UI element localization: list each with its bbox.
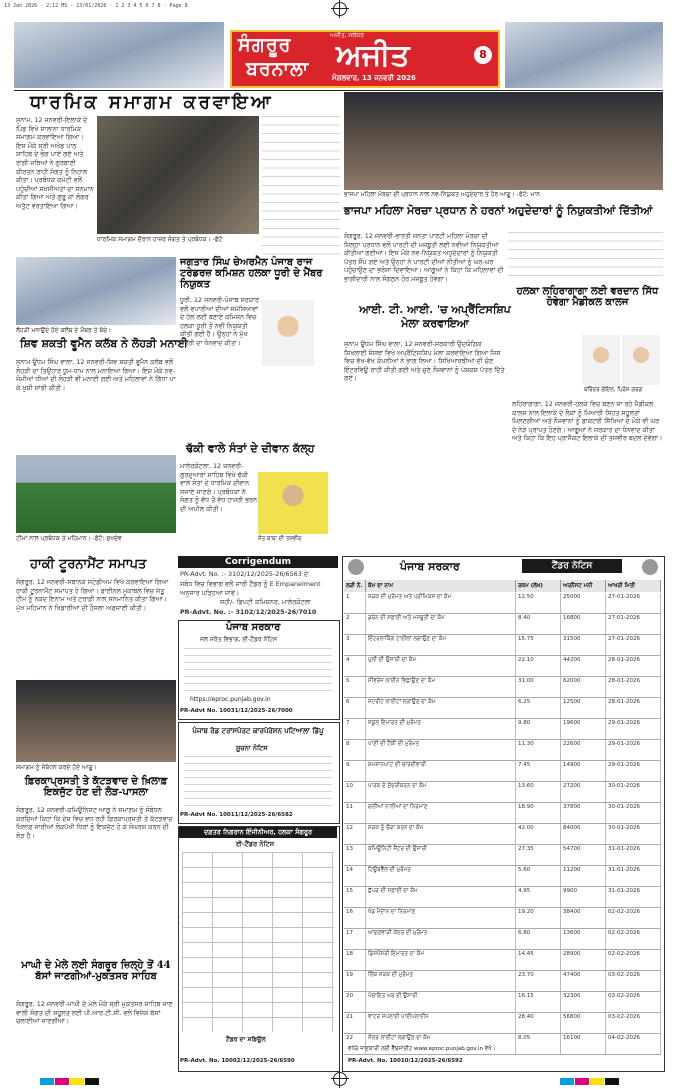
- tender-cell: ਸੜਕ ਦੀ ਮੁਰੰਮਤ ਅਤੇ ਪ੍ਰੀਮਿਕਸ ਦਾ ਕੰਮ: [366, 593, 516, 613]
- tender-cell: ਖੇਡ ਮੈਦਾਨ ਦਾ ਨਿਰਮਾਣ: [366, 908, 516, 928]
- tender-cell: ਆਂਗਣਵਾੜੀ ਕੇਂਦਰ ਦੀ ਮੁਰੰਮਤ: [366, 929, 516, 949]
- tender-cell: 54700: [561, 845, 606, 865]
- color-bar-right: [560, 1078, 619, 1085]
- tender-cell: ਸਕੂਲ ਇਮਾਰਤ ਦੀ ਮੁਰੰਮਤ: [366, 719, 516, 739]
- corrigendum-line1: PR-Advt. No. :- 3102/12/2025-26/6563 ਦੇ: [180, 570, 309, 578]
- body-lehra: ਲਹਿਰਾਗਾਗਾ, 12 ਜਨਵਰੀ-ਹਲਕੇ ਵਿਚ ਬਣਨ ਜਾ ਰਹੇ ਮੈਡੀਕਲ ਕਾਲਜ ਨਾਲ ਇਲਾਕੇ ਦੇ ਲੋਕਾਂ ਨੂੰ ਮਿਆਰੀ ਸਿਹਤ ਸਹੂਲਤਾਂ ਮਿਲਣਗੀਆਂ ਅਤੇ ਨੌਜਵਾਨਾਂ ਨੂੰ ਡਾਕਟਰੀ ਸਿੱਖਿਆ ਦੇ ਮੌਕੇ ਵੀ ਘਰ ਦੇ ਨੇੜੇ ਪ੍ਰਾਪਤ ਹੋਣਗੇ। ਆਗੂਆਂ ਨੇ ਸਰਕਾਰ ਦਾ ਧੰਨਵਾਦ ਕੀਤਾ ਅਤੇ ਕਿਹਾ ਕਿ ਇਹ ਪ੍ਰਾਜੈਕਟ ਇਲਾਕੇ ਦੀ ਤਸਵੀਰ ਬਦਲ ਦੇਵੇਗਾ।: [512, 400, 663, 443]
- photo-lehra-1: [582, 335, 620, 385]
- tender-cell: 02-02-2026: [606, 929, 661, 949]
- tender-cell: 03-02-2026: [606, 971, 661, 991]
- tender-cell: 19: [344, 971, 366, 991]
- tender-cell: 22600: [561, 740, 606, 760]
- tender-cell: 31500: [561, 635, 606, 655]
- tender-cell: 27.35: [516, 845, 561, 865]
- tender-left-title: ਪੰਜਾਬ ਸਰਕਾਰ: [226, 622, 281, 633]
- corrigendum-title: Corrigendum: [178, 556, 338, 568]
- tender-cell: 62000: [561, 677, 606, 697]
- tender-cell: 15.75: [516, 635, 561, 655]
- tender-cell: ਪਾਣੀ ਦੀ ਟੈਂਕੀ ਦੀ ਮੁਰੰਮਤ: [366, 740, 516, 760]
- tender-cell: 5.60: [516, 866, 561, 886]
- body-dharmik-col2: [262, 116, 340, 256]
- headline-hockey: ਹਾਕੀ ਟੂਰਨਾਮੈਂਟ ਸਮਾਪਤ: [30, 557, 147, 572]
- tender-cell: ਸ਼ਮਸ਼ਾਨਘਾਟ ਦੀ ਚਾਰਦੀਵਾਰੀ: [366, 761, 516, 781]
- caption-lehra: ਬਰਿੰਦਰ ਗੋਇਲ, ਪ੍ਰਿੰਸ ਗਰਗ: [584, 387, 643, 393]
- tender-cell: 3: [344, 635, 366, 655]
- tender-row: [344, 740, 661, 761]
- tender-row: [344, 845, 661, 866]
- tender-cell: 9: [344, 761, 366, 781]
- tender-cell: ਸਟਰੀਟ ਲਾਈਟਾਂ ਲਗਾਉਣ ਦਾ ਕੰਮ: [366, 698, 516, 718]
- photo-firka: [16, 680, 176, 762]
- tender-left-ref: PR-Advt No. 10031/12/2025-26/7000: [180, 708, 293, 714]
- tender-cell: 12: [344, 824, 366, 844]
- masthead-date: ਮੰਗਲਵਾਰ, 13 ਜਨਵਰੀ 2026: [332, 74, 416, 82]
- tender-cell: 04-02-2026: [606, 1034, 661, 1054]
- tender-row: [344, 761, 661, 782]
- tender-cell: 28900: [561, 950, 606, 970]
- tender-header-cell: ਕੰਮ ਦਾ ਨਾਮ: [366, 580, 516, 592]
- tender-cell: 19600: [561, 719, 606, 739]
- photo-bjp: [344, 92, 663, 190]
- tender-cell: 16800: [561, 614, 606, 634]
- tender-left-website: https://eproc.punjab.gov.in: [190, 696, 271, 703]
- tender-cell: 22: [344, 1034, 366, 1054]
- tender-cell: 7: [344, 719, 366, 739]
- print-line: 13 Jan 2026 · 2:12 MS · 13/01/2026 · 1 2 3 4 5 6 7 8 · Page 8: [4, 3, 188, 9]
- tender-header-cell: ਅਰਨੈਸਟ ਮਨੀ: [561, 580, 606, 592]
- tender-cell: 6.25: [516, 698, 561, 718]
- tender-cell: 56800: [561, 1013, 606, 1033]
- corrigendum-line2: ਸਬੰਧ ਵਿਚ ਵਿਭਾਗ ਵਲੋਂ ਜਾਰੀ ਟੈਂਡਰ ਨੂੰ E Empanelment ਅਨੁਸਾਰ ਪੜ੍ਹਿਆ ਜਾਵੇ।: [180, 580, 321, 597]
- tender-cell: 5: [344, 677, 366, 697]
- notice-mid-text: [184, 756, 332, 810]
- tender-cell: ਸੜਕ ਨੂੰ ਚੌੜਾ ਕਰਨ ਦਾ ਕੰਮ: [366, 824, 516, 844]
- headline-dharmik: ਧਾਰਮਿਕ ਸਮਾਗਮ ਕਰਵਾਇਆ: [30, 92, 274, 113]
- tender-cell: 31.00: [516, 677, 561, 697]
- tender-cell: 03-02-2026: [606, 992, 661, 1012]
- masthead-tag: ਅਜੀਤ, ਜਲੰਧਰ: [330, 32, 365, 39]
- tender-cell: 21: [344, 1013, 366, 1033]
- tender-cell: 11200: [561, 866, 606, 886]
- tender-main-badge: ਟੈਂਡਰ ਨੋਟਿਸ: [522, 559, 622, 573]
- tender-cell: 03-02-2026: [606, 1013, 661, 1033]
- tender-cell: 29-01-2026: [606, 719, 661, 739]
- body-hockey: ਸੰਗਰੂਰ, 12 ਜਨਵਰੀ-ਸਥਾਨਕ ਸਟੇਡੀਅਮ ਵਿਖੇ ਕਰਵਾਇਆ ਗਿਆ ਹਾਕੀ ਟੂਰਨਾਮੈਂਟ ਸਮਾਪਤ ਹੋ ਗਿਆ। ਫਾਈਨਲ ਮੁਕਾਬਲੇ ਵਿਚ ਜੇਤੂ ਟੀਮ ਨੂੰ ਨਕਦ ਇਨਾਮ ਅਤੇ ਟਰਾਫ਼ੀ ਨਾਲ ਸਨਮਾਨਿਤ ਕੀਤਾ ਗਿਆ। ਮੁੱਖ ਮਹਿਮਾਨ ਨੇ ਖਿਡਾਰੀਆਂ ਦੀ ਹੌਸਲਾ ਅਫ਼ਜ਼ਾਈ ਕੀਤੀ।: [16, 578, 169, 612]
- header-rule: [14, 90, 663, 91]
- tender-cell: 1: [344, 593, 366, 613]
- headline-dhakki: ਢੱਕੀ ਵਾਲੇ ਸੰਤਾਂ ਦੇ ਦੀਵਾਨ ਕੱਲ੍ਹ: [186, 442, 315, 455]
- tender-cell: ਵਾਟਰ ਸਪਲਾਈ ਪਾਈਪਲਾਈਨ: [366, 1013, 516, 1033]
- masthead-brand: ਅਜੀਤ: [336, 38, 410, 73]
- tender-cell: 16: [344, 908, 366, 928]
- body-maghi: ਸੰਗਰੂਰ, 12 ਜਨਵਰੀ-ਮਾਘੀ ਦੇ ਮੇਲੇ ਮੌਕੇ ਸ੍ਰੀ ਮੁਕਤਸਰ ਸਾਹਿਬ ਜਾਣ ਵਾਲੀ ਸੰਗਤ ਦੀ ਸਹੂਲਤ ਲਈ ਪੀ.ਆਰ.ਟੀ.ਸੀ. ਵਲੋਂ ਵਿਸ਼ੇਸ਼ ਬੱਸਾਂ ਚਲਾਈਆਂ ਜਾਣਗੀਆਂ।: [16, 1000, 173, 1026]
- tender-cell: 30-01-2026: [606, 803, 661, 823]
- notice-mid-ref: PR-Advt No. 10011/12/2025-26/6582: [180, 812, 293, 818]
- body-dhakki: ਮਾਲੇਰਕੋਟਲਾ, 12 ਜਨਵਰੀ-ਗੁਰਦੁਆਰਾ ਸਾਹਿਬ ਵਿਖੇ ਢੱਕੀ ਵਾਲੇ ਸੰਤਾਂ ਦੇ ਧਾਰਮਿਕ ਦੀਵਾਨ ਸਜਾਏ ਜਾਣਗੇ। ਪ੍ਰਬੰਧਕਾਂ ਨੇ ਸੰਗਤ ਨੂੰ ਵੱਧ ਤੋਂ ਵੱਧ ਹਾਜ਼ਰੀ ਭਰਨ ਦੀ ਅਪੀਲ ਕੀਤੀ।: [180, 462, 257, 513]
- tender-cell: 42.00: [516, 824, 561, 844]
- tender-cell: ਇੰਟਰਲਾਕਿੰਗ ਟਾਈਲਾਂ ਲਗਾਉਣ ਦਾ ਕੰਮ: [366, 635, 516, 655]
- tender-row: [344, 677, 661, 698]
- tender-row: [344, 635, 661, 656]
- tender-cell: 8.40: [516, 614, 561, 634]
- tender-row: [344, 803, 661, 824]
- photo-lehra-2: [622, 335, 660, 385]
- headline-iti: ਆਈ. ਟੀ. ਆਈ. 'ਚ ਅਪ੍ਰੈਂਟਿਸਸ਼ਿਪ ਮੇਲਾ ਕਰਵਾਇਆ: [359, 303, 511, 330]
- tender-cell: 9.80: [516, 719, 561, 739]
- photo-shiv: [16, 257, 176, 325]
- tender-cell: 23.70: [516, 971, 561, 991]
- tender-cell: ਡਰੇਨ ਦੀ ਸਫ਼ਾਈ ਅਤੇ ਮਜ਼ਬੂਤੀ ਦਾ ਕੰਮ: [366, 614, 516, 634]
- tender-row: [344, 824, 661, 845]
- tender-row: [344, 698, 661, 719]
- tender-cell: ਛੱਪੜ ਦੀ ਸਫ਼ਾਈ ਦਾ ਕੰਮ: [366, 887, 516, 907]
- tender-cell: 27-01-2026: [606, 593, 661, 613]
- tender-row: [344, 971, 661, 992]
- tender-cell: 12.50: [516, 593, 561, 613]
- emblem-left-icon: [348, 559, 364, 575]
- tender-cell: 28-01-2026: [606, 677, 661, 697]
- tender-cell: 17: [344, 929, 366, 949]
- headline-jagtar: ਜਗਤਾਰ ਸਿੰਘ ਚੇਅਰਮੈਨ ਪੰਜਾਬ ਰਾਜ ਟਰੇਡਰਜ਼ ਕਮਿਸ਼ਨ ਹਲਕਾ ਧੂਰੀ ਦੇ ਮੈਂਬਰ ਨਿਯੁਕਤ: [180, 257, 323, 290]
- tender-header-cell: ਆਖਰੀ ਮਿਤੀ: [606, 580, 661, 592]
- tender-cell: 6.80: [516, 929, 561, 949]
- tender-cell: ਪੁਲੀ ਦੀ ਉਸਾਰੀ ਦਾ ਕੰਮ: [366, 656, 516, 676]
- tender-cell: 18: [344, 950, 366, 970]
- tender-cell: ਟਿਊਬਵੈੱਲ ਦੀ ਮੁਰੰਮਤ: [366, 866, 516, 886]
- color-bar-left: [40, 1078, 99, 1085]
- masthead-city-top: ਸੰਗਰੂਰ: [238, 34, 292, 56]
- photo-jagtar: [262, 300, 314, 366]
- photo-hockey: [16, 455, 176, 533]
- tender-main-header: [344, 580, 661, 592]
- tender-row: [344, 929, 661, 950]
- headline-firka: ਫ਼ਿਰਕਾਪ੍ਰਸਤੀ ਤੇ ਕੱਟੜਵਾਦ ਦੇ ਖ਼ਿਲਾਫ਼ ਇਕਜੁੱਟ ਹੋਣ ਦੀ ਲੋੜ-ਪਾਸਲਾ: [24, 776, 168, 798]
- tender-cell: 30-01-2026: [606, 824, 661, 844]
- headline-lehra: ਹਲਕਾ ਲਹਿਰਾਗਾਗਾ ਲਈ ਵਰਦਾਨ ਸਿੱਧ ਹੋਵੇਗਾ ਮੈਡੀਕਲ ਕਾਲਜ: [516, 286, 659, 308]
- caption-bjp: ਭਾਜਪਾ ਮਹਿਲਾ ਮੋਰਚਾ ਦੀ ਪ੍ਰਧਾਨ ਨਾਲ ਨਵ-ਨਿਯੁਕਤ ਅਹੁਦੇਦਾਰ ਤੇ ਹੋਰ ਆਗੂ। -ਫੋਟੋ: ਮਾਨ: [344, 191, 540, 198]
- tender-bottom-ref: PR-Advt. No. 10002/12/2025-26/6590: [180, 1058, 295, 1064]
- tender-cell: 13.60: [516, 782, 561, 802]
- tender-cell: ਡਿਸਪੈਂਸਰੀ ਇਮਾਰਤ ਦਾ ਕੰਮ: [366, 950, 516, 970]
- page-number: 8: [474, 46, 492, 64]
- tender-left-text: [184, 648, 332, 694]
- tender-cell: 27-01-2026: [606, 635, 661, 655]
- body-iti: ਸੁਨਾਮ ਊਧਮ ਸਿੰਘ ਵਾਲਾ, 12 ਜਨਵਰੀ-ਸਰਕਾਰੀ ਉਦਯੋਗਿਕ ਸਿਖਲਾਈ ਸੰਸਥਾ ਵਿਖੇ ਅਪ੍ਰੈਂਟਿਸਸ਼ਿਪ ਮੇਲਾ ਕਰਵਾਇਆ ਗਿਆ ਜਿਸ ਵਿਚ ਵੱਖ-ਵੱਖ ਕੰਪਨੀਆਂ ਨੇ ਭਾਗ ਲਿਆ। ਸਿਖਿਆਰਥੀਆਂ ਦੀ ਚੋਣ ਇੰਟਰਵਿਊ ਰਾਹੀਂ ਕੀਤੀ ਗਈ ਅਤੇ ਚੁਣੇ ਨੌਜਵਾਨਾਂ ਨੂੰ ਪੇਸ਼ਕਸ਼ ਪੱਤਰ ਦਿੱਤੇ ਗਏ।: [344, 340, 505, 383]
- caption-dhakki: ਸੰਤ ਬਾਬਾ ਦੀ ਤਸਵੀਰ: [258, 536, 302, 542]
- tender-cell: 25000: [561, 593, 606, 613]
- tender-row: [344, 719, 661, 740]
- tender-row: [344, 992, 661, 1013]
- tender-row: [344, 908, 661, 929]
- tender-cell: 14900: [561, 761, 606, 781]
- tender-cell: 32300: [561, 992, 606, 1012]
- tender-cell: 19.20: [516, 908, 561, 928]
- caption-dharmik: ਧਾਰਮਿਕ ਸਮਾਗਮ ਦੌਰਾਨ ਹਾਜ਼ਰ ਸੰਗਤ ਤੇ ਪ੍ਰਬੰਧਕ। -ਫੋਟੋ: [97, 236, 223, 243]
- tender-cell: 13: [344, 845, 366, 865]
- tender-row: [344, 887, 661, 908]
- headline-bjp: ਭਾਜਪਾ ਮਹਿਲਾ ਮੋਰਚਾ ਪ੍ਰਧਾਨ ਨੇ ਹਰਨਾਂ ਅਹੁਦੇਦਾਰਾਂ ਨੂੰ ਨਿਯੁਕਤੀਆਂ ਦਿੱਤੀਆਂ: [344, 204, 653, 217]
- tender-cell: 31-01-2026: [606, 887, 661, 907]
- tender-cell: 27-01-2026: [606, 614, 661, 634]
- tender-cell: 28.40: [516, 1013, 561, 1033]
- tender-cell: 2: [344, 614, 366, 634]
- tender-row: [344, 656, 661, 677]
- tender-bottom-footer: ਟੈਂਡਰ ਦਾ ਸ਼ਡਿਊਲ: [226, 1036, 266, 1043]
- register-mark-bottom: [333, 1072, 347, 1086]
- headline-maghi: ਮਾਘੀ ਦੇ ਮੇਲੇ ਲਈ ਸੰਗਰੂਰ ਜ਼ਿਲ੍ਹੇ ਤੋਂ 44 ਬੱਸਾਂ ਜਾਣਗੀਆਂ-ਮੁਕਤਸਰ ਸਾਹਿਬ: [21, 960, 171, 982]
- tender-bottom-title: ਦਫ਼ਤਰ ਨਿਗਰਾਨ ਇੰਜੀਨੀਅਰ, ਹਲਕਾ ਸੰਗਰੂਰ: [179, 827, 337, 838]
- tender-cell: 15: [344, 887, 366, 907]
- tender-cell: 29-01-2026: [606, 740, 661, 760]
- tender-cell: 8: [344, 740, 366, 760]
- tender-cell: ਲਿੰਕ ਸੜਕ ਦੀ ਮੁਰੰਮਤ: [366, 971, 516, 991]
- body-dharmik: ਸੁਨਾਮ, 12 ਜਨਵਰੀ-ਇਲਾਕੇ ਦੇ ਪਿੰਡ ਵਿਖੇ ਸਾਲਾਨਾ ਧਾਰਮਿਕ ਸਮਾਗਮ ਕਰਵਾਇਆ ਗਿਆ। ਇਸ ਮੌਕੇ ਸ੍ਰੀ ਅਖੰਡ ਪਾਠ ਸਾਹਿਬ ਦੇ ਭੋਗ ਪਾਏ ਗਏ ਅਤੇ ਰਾਗੀ ਜਥਿਆਂ ਨੇ ਗੁਰਬਾਣੀ ਕੀਰਤਨ ਰਾਹੀਂ ਸੰਗਤ ਨੂੰ ਨਿਹਾਲ ਕੀਤਾ। ਪ੍ਰਬੰਧਕ ਕਮੇਟੀ ਵਲੋਂ ਪਹੁੰਚੀਆਂ ਸ਼ਖ਼ਸੀਅਤਾਂ ਦਾ ਸਨਮਾਨ ਕੀਤਾ ਗਿਆ ਅਤੇ ਗੁਰੂ ਕਾ ਲੰਗਰ ਅਤੁੱਟ ਵਰਤਾਇਆ ਗਿਆ।: [16, 116, 94, 210]
- tender-cell: 44200: [561, 656, 606, 676]
- tender-row: [344, 782, 661, 803]
- tender-main-footer: ਵਧੇਰੇ ਜਾਣਕਾਰੀ ਲਈ ਵੈੱਬਸਾਈਟ www.eproc.punjab.gov.in ਵੇਖੋ।: [348, 1046, 496, 1052]
- tender-cell: 7.45: [516, 761, 561, 781]
- tender-cell: 02-02-2026: [606, 950, 661, 970]
- tender-cell: ਪਾਰਕ ਦੇ ਸੁੰਦਰੀਕਰਨ ਦਾ ਕੰਮ: [366, 782, 516, 802]
- tender-left-sub: ਜਲ ਸਰੋਤ ਵਿਭਾਗ, ਈ-ਟੈਂਡਰ ਨੋਟਿਸ: [200, 636, 278, 643]
- tender-cell: 84000: [561, 824, 606, 844]
- tender-cell: 4: [344, 656, 366, 676]
- tender-row: [344, 866, 661, 887]
- tender-cell: 6: [344, 698, 366, 718]
- tender-main-title: ਪੰਜਾਬ ਸਰਕਾਰ: [400, 560, 460, 573]
- tender-cell: 22.10: [516, 656, 561, 676]
- tender-cell: 18.90: [516, 803, 561, 823]
- corrigendum-ref: PR-Advt. No. :- 3102/12/2025-26/7010: [180, 608, 317, 616]
- corrigendum-sign: ਸਹੀ/- ਡਿਪਟੀ ਕਮਿਸ਼ਨਰ, ਮਾਲੇਰਕੋਟਲਾ: [220, 598, 311, 606]
- body-bjp-col2: [508, 232, 663, 282]
- tender-row: [344, 950, 661, 971]
- tender-cell: 31-01-2026: [606, 866, 661, 886]
- tender-main-rows: [344, 593, 661, 1055]
- tender-cell: ਕਮਿਊਨਿਟੀ ਸੈਂਟਰ ਦੀ ਉਸਾਰੀ: [366, 845, 516, 865]
- photo-dharmik: [97, 116, 259, 234]
- tender-cell: ਸੋਲਰ ਲਾਈਟਾਂ ਲਗਾਉਣ ਦਾ ਕੰਮ: [366, 1034, 516, 1054]
- notice-mid-title: ਪੰਜਾਬ ਰੋਡ ਟਰਾਂਸਪੋਰਟ ਕਾਰਪੋਰੇਸ਼ਨ ਪਟਿਆਲਾ ਡਿੱਪੂ: [192, 726, 324, 735]
- header-photo-right: [505, 22, 663, 88]
- tender-row: [344, 614, 661, 635]
- caption-shiv: ਲੋਹੜੀ ਮਨਾਉਂਦੇ ਹੋਏ ਕਲੱਬ ਦੇ ਮੈਂਬਰ ਤੇ ਬੱਚੇ।: [16, 327, 112, 334]
- register-mark-top: [333, 2, 347, 16]
- tender-cell: ਸੀਵਰੇਜ ਲਾਈਨ ਵਿਛਾਉਣ ਦਾ ਕੰਮ: [366, 677, 516, 697]
- body-jagtar: ਧੂਰੀ, 12 ਜਨਵਰੀ-ਪੰਜਾਬ ਸਰਕਾਰ ਵਲੋਂ ਵਪਾਰੀਆਂ ਦੀਆਂ ਸਮੱਸਿਆਵਾਂ ਦੇ ਹੱਲ ਲਈ ਬਣਾਏ ਕਮਿਸ਼ਨ ਵਿਚ ਹਲਕਾ ਧੂਰੀ ਤੋਂ ਨਵੀਂ ਨਿਯੁਕਤੀ ਕੀਤੀ ਗਈ ਹੈ। ਉਨ੍ਹਾਂ ਨੇ ਮੁੱਖ ਮੰਤਰੀ ਦਾ ਧੰਨਵਾਦ ਕੀਤਾ।: [180, 296, 260, 347]
- tender-cell: ਗਲੀਆਂ ਨਾਲੀਆਂ ਦਾ ਨਿਰਮਾਣ: [366, 803, 516, 823]
- tender-cell: 29-01-2026: [606, 761, 661, 781]
- tender-cell: 02-02-2026: [606, 908, 661, 928]
- headline-shiv: ਸ਼ਿਵ ਸ਼ਕਤੀ ਵੂਮੈਨ ਕਲੱਬ ਨੇ ਲੋਹੜੀ ਮਨਾਈ: [20, 337, 188, 350]
- tender-cell: 37800: [561, 803, 606, 823]
- caption-hockey: ਟੀਮਾਂ ਨਾਲ ਪ੍ਰਬੰਧਕ ਤੇ ਮਹਿਮਾਨ। -ਫੋਟੋ: ਸੁਖਦੇਵ: [16, 535, 122, 542]
- body-bjp: ਸੰਗਰੂਰ, 12 ਜਨਵਰੀ-ਭਾਰਤੀ ਜਨਤਾ ਪਾਰਟੀ ਮਹਿਲਾ ਮੋਰਚਾ ਦੀ ਜ਼ਿਲ੍ਹਾ ਪ੍ਰਧਾਨ ਵਲੋਂ ਪਾਰਟੀ ਦੀ ਮਜ਼ਬੂਤੀ ਲਈ ਨਵੀਆਂ ਨਿਯੁਕਤੀਆਂ ਕੀਤੀਆਂ ਗਈਆਂ। ਇਸ ਮੌਕੇ ਨਵ-ਨਿਯੁਕਤ ਅਹੁਦੇਦਾਰਾਂ ਨੂੰ ਨਿਯੁਕਤੀ ਪੱਤਰ ਸੌਂਪੇ ਗਏ ਅਤੇ ਉਨ੍ਹਾਂ ਨੇ ਪਾਰਟੀ ਦੀਆਂ ਨੀਤੀਆਂ ਨੂੰ ਘਰ-ਘਰ ਪਹੁੰਚਾਉਣ ਦਾ ਭਰੋਸਾ ਦਿਵਾਇਆ। ਆਗੂਆਂ ਨੇ ਕਿਹਾ ਕਿ ਮਹਿਲਾਵਾਂ ਦੀ ਭਾਗੀਦਾਰੀ ਨਾਲ ਸੰਗਠਨ ਹੋਰ ਮਜ਼ਬੂਤ ਹੋਵੇਗਾ।: [344, 232, 504, 283]
- tender-bottom-sub: ਈ-ਟੈਂਡਰ ਨੋਟਿਸ: [236, 840, 275, 848]
- tender-cell: 31-01-2026: [606, 845, 661, 865]
- tender-cell: 13600: [561, 929, 606, 949]
- tender-cell: 47400: [561, 971, 606, 991]
- tender-cell: 11: [344, 803, 366, 823]
- tender-cell: 8.05: [516, 1034, 561, 1054]
- emblem-right-icon: [642, 559, 658, 575]
- tender-row: [344, 593, 661, 614]
- tender-cell: 27200: [561, 782, 606, 802]
- tender-row: [344, 1013, 661, 1034]
- tender-header-cell: ਲੜੀ ਨੰ.: [344, 580, 366, 592]
- tender-cell: 38400: [561, 908, 606, 928]
- header-photo-left: [14, 22, 224, 88]
- tender-cell: 4.95: [516, 887, 561, 907]
- tender-cell: 10: [344, 782, 366, 802]
- tender-cell: 28-01-2026: [606, 656, 661, 676]
- masthead-city-bottom: ਬਰਨਾਲਾ: [246, 58, 310, 80]
- tender-cell: 11.30: [516, 740, 561, 760]
- tender-cell: 12500: [561, 698, 606, 718]
- photo-dhakki: [258, 472, 328, 534]
- tender-cell: 28-01-2026: [606, 698, 661, 718]
- caption-firka: ਸਮਾਗਮ ਨੂੰ ਸੰਬੋਧਨ ਕਰਦੇ ਹੋਏ ਆਗੂ।: [16, 764, 97, 771]
- notice-mid-sub: ਸੂਚਨਾ ਨੋਟਿਸ: [236, 744, 268, 752]
- tender-cell: 14.45: [516, 950, 561, 970]
- tender-cell: 14: [344, 866, 366, 886]
- tender-cell: 30-01-2026: [606, 782, 661, 802]
- tender-cell: 20: [344, 992, 366, 1012]
- tender-cell: 9900: [561, 887, 606, 907]
- tender-bottom-grid: [182, 852, 334, 1032]
- tender-header-cell: ਰਕਮ (ਲੱਖ): [516, 580, 561, 592]
- body-shiv: ਸੁਨਾਮ ਊਧਮ ਸਿੰਘ ਵਾਲਾ, 12 ਜਨਵਰੀ-ਸ਼ਿਵ ਸ਼ਕਤੀ ਵੂਮੈਨ ਕਲੱਬ ਵਲੋਂ ਲੋਹੜੀ ਦਾ ਤਿਉਹਾਰ ਧੂਮ-ਧਾਮ ਨਾਲ ਮਨਾਇਆ ਗਿਆ। ਇਸ ਮੌਕੇ ਨਵ-ਜੰਮੀਆਂ ਧੀਆਂ ਦੀ ਲੋਹੜੀ ਵੀ ਮਨਾਈ ਗਈ ਅਤੇ ਮਹਿਲਾਵਾਂ ਨੇ ਗਿੱਧਾ ਪਾ ਕੇ ਖ਼ੁਸ਼ੀ ਸਾਂਝੀ ਕੀਤੀ।: [16, 358, 176, 392]
- tender-cell: 16100: [561, 1034, 606, 1054]
- tender-cell: ਪੰਚਾਇਤ ਘਰ ਦੀ ਉਸਾਰੀ: [366, 992, 516, 1012]
- tender-cell: 16.15: [516, 992, 561, 1012]
- tender-main-ref: PR-Advt. No. 10010/12/2025-26/6592: [348, 1058, 463, 1064]
- body-firka: ਸੰਗਰੂਰ, 12 ਜਨਵਰੀ-ਕਮਿਊਨਿਸਟ ਆਗੂ ਨੇ ਸਮਾਗਮ ਨੂੰ ਸੰਬੋਧਨ ਕਰਦਿਆਂ ਕਿਹਾ ਕਿ ਦੇਸ਼ ਵਿਚ ਵਧ ਰਹੀ ਫ਼ਿਰਕਾਪ੍ਰਸਤੀ ਤੇ ਕੱਟੜਵਾਦ ਖ਼ਿਲਾਫ਼ ਸਾਰੀਆਂ ਲੋਕਪੱਖੀ ਧਿਰਾਂ ਨੂੰ ਇਕਜੁੱਟ ਹੋ ਕੇ ਸੰਘਰਸ਼ ਕਰਨ ਦੀ ਲੋੜ ਹੈ।: [16, 806, 173, 840]
